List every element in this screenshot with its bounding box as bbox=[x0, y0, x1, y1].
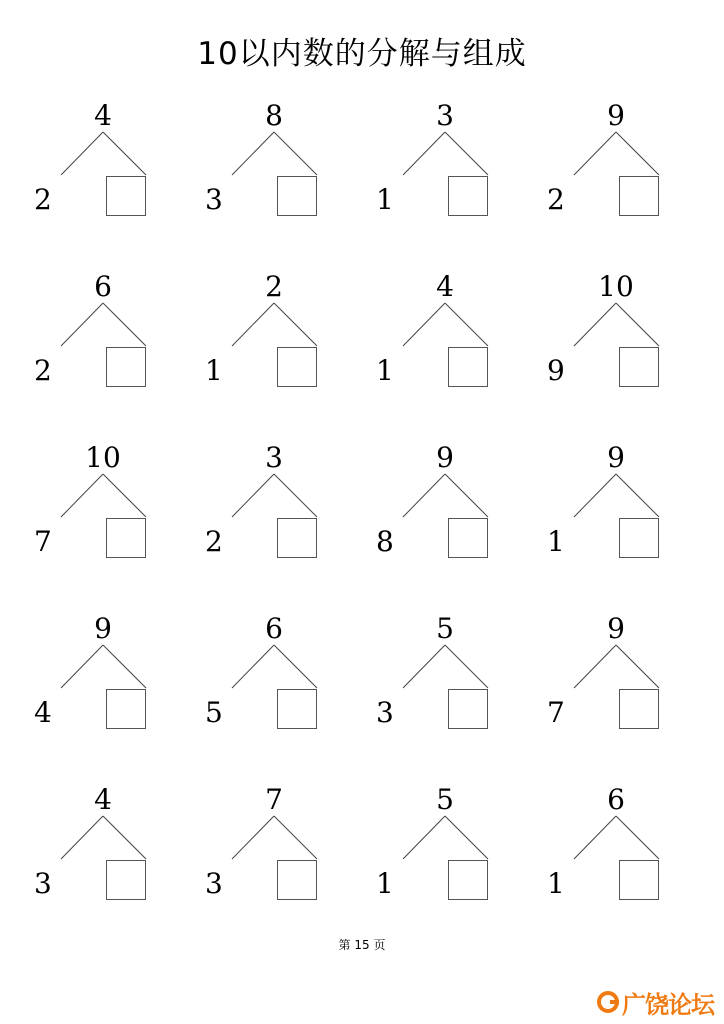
total-number: 9 bbox=[607, 99, 625, 132]
watermark-logo bbox=[597, 986, 714, 1018]
right-branch-line bbox=[274, 303, 317, 346]
answer-box[interactable] bbox=[619, 176, 659, 216]
answer-box[interactable] bbox=[619, 518, 659, 558]
known-part-number: 2 bbox=[547, 183, 565, 216]
known-part-number: 7 bbox=[547, 696, 565, 729]
known-part-number: 3 bbox=[34, 867, 52, 900]
total-number: 3 bbox=[265, 441, 283, 474]
answer-box[interactable] bbox=[277, 689, 317, 729]
total-number: 7 bbox=[265, 783, 283, 816]
answer-box[interactable] bbox=[619, 689, 659, 729]
answer-box[interactable] bbox=[277, 347, 317, 387]
decomposition-problem bbox=[199, 100, 349, 230]
answer-box[interactable] bbox=[106, 347, 146, 387]
total-number: 5 bbox=[436, 783, 454, 816]
right-branch-line bbox=[445, 303, 488, 346]
known-part-number: 8 bbox=[376, 525, 394, 558]
answer-box[interactable] bbox=[277, 860, 317, 900]
decomposition-problem bbox=[28, 784, 178, 914]
left-branch-line bbox=[61, 816, 103, 859]
right-branch-line bbox=[274, 474, 317, 517]
decomposition-problem bbox=[28, 442, 178, 572]
known-part-number: 4 bbox=[34, 696, 52, 729]
right-branch-line bbox=[103, 132, 146, 175]
answer-box[interactable] bbox=[448, 860, 488, 900]
known-part-number: 2 bbox=[34, 354, 52, 387]
left-branch-line bbox=[232, 645, 274, 688]
left-branch-line bbox=[232, 474, 274, 517]
left-branch-line bbox=[574, 132, 616, 175]
known-part-number: 9 bbox=[547, 354, 565, 387]
decomposition-problem bbox=[370, 271, 520, 401]
total-number: 5 bbox=[436, 612, 454, 645]
total-number: 10 bbox=[598, 270, 634, 303]
left-branch-line bbox=[232, 816, 274, 859]
left-branch-line bbox=[232, 132, 274, 175]
right-branch-line bbox=[445, 474, 488, 517]
answer-box[interactable] bbox=[619, 347, 659, 387]
answer-box[interactable] bbox=[448, 176, 488, 216]
decomposition-problem bbox=[370, 784, 520, 914]
right-branch-line bbox=[103, 645, 146, 688]
left-branch-line bbox=[403, 132, 445, 175]
right-branch-line bbox=[445, 645, 488, 688]
right-branch-line bbox=[103, 474, 146, 517]
decomposition-problem bbox=[199, 271, 349, 401]
decomposition-problem bbox=[199, 442, 349, 572]
decomposition-problem bbox=[28, 613, 178, 743]
decomposition-problem bbox=[541, 613, 691, 743]
right-branch-line bbox=[445, 132, 488, 175]
answer-box[interactable] bbox=[106, 860, 146, 900]
right-branch-line bbox=[616, 645, 659, 688]
left-branch-line bbox=[61, 474, 103, 517]
answer-box[interactable] bbox=[106, 689, 146, 729]
total-number: 8 bbox=[265, 99, 283, 132]
right-branch-line bbox=[445, 816, 488, 859]
right-branch-line bbox=[103, 816, 146, 859]
total-number: 4 bbox=[94, 99, 112, 132]
known-part-number: 3 bbox=[205, 183, 223, 216]
known-part-number: 3 bbox=[205, 867, 223, 900]
known-part-number: 1 bbox=[376, 354, 394, 387]
answer-box[interactable] bbox=[277, 176, 317, 216]
known-part-number: 1 bbox=[376, 867, 394, 900]
answer-box[interactable] bbox=[106, 176, 146, 216]
total-number: 6 bbox=[265, 612, 283, 645]
answer-box[interactable] bbox=[448, 347, 488, 387]
known-part-number: 1 bbox=[376, 183, 394, 216]
page-title: 10以内数的分解与组成 bbox=[197, 36, 527, 72]
left-branch-line bbox=[232, 303, 274, 346]
known-part-number: 1 bbox=[205, 354, 223, 387]
right-branch-line bbox=[616, 303, 659, 346]
total-number: 9 bbox=[94, 612, 112, 645]
answer-box[interactable] bbox=[619, 860, 659, 900]
left-branch-line bbox=[403, 645, 445, 688]
total-number: 6 bbox=[607, 783, 625, 816]
known-part-number: 7 bbox=[34, 525, 52, 558]
page-number: 第 15 页 bbox=[338, 938, 386, 952]
total-number: 2 bbox=[265, 270, 283, 303]
decomposition-problem bbox=[28, 271, 178, 401]
known-part-number: 1 bbox=[547, 525, 565, 558]
known-part-number: 3 bbox=[376, 696, 394, 729]
decomposition-problem bbox=[541, 784, 691, 914]
watermark-text: 广饶论坛 bbox=[622, 990, 714, 1019]
left-branch-line bbox=[403, 303, 445, 346]
answer-box[interactable] bbox=[106, 518, 146, 558]
right-branch-line bbox=[616, 816, 659, 859]
right-branch-line bbox=[616, 132, 659, 175]
decomposition-problem bbox=[370, 442, 520, 572]
right-branch-line bbox=[103, 303, 146, 346]
decomposition-problem bbox=[199, 613, 349, 743]
decomposition-problem bbox=[541, 100, 691, 230]
decomposition-problem bbox=[370, 100, 520, 230]
total-number: 4 bbox=[436, 270, 454, 303]
decomposition-problem bbox=[541, 442, 691, 572]
total-number: 9 bbox=[607, 441, 625, 474]
answer-box[interactable] bbox=[448, 689, 488, 729]
known-part-number: 1 bbox=[547, 867, 565, 900]
right-branch-line bbox=[616, 474, 659, 517]
left-branch-line bbox=[403, 474, 445, 517]
left-branch-line bbox=[574, 645, 616, 688]
known-part-number: 2 bbox=[205, 525, 223, 558]
answer-box[interactable] bbox=[277, 518, 317, 558]
left-branch-line bbox=[61, 303, 103, 346]
left-branch-line bbox=[61, 645, 103, 688]
right-branch-line bbox=[274, 132, 317, 175]
left-branch-line bbox=[403, 816, 445, 859]
total-number: 6 bbox=[94, 270, 112, 303]
decomposition-problem bbox=[28, 100, 178, 230]
decomposition-problem bbox=[370, 613, 520, 743]
answer-box[interactable] bbox=[448, 518, 488, 558]
logo-icon bbox=[597, 991, 619, 1013]
total-number: 4 bbox=[94, 783, 112, 816]
left-branch-line bbox=[574, 303, 616, 346]
decomposition-problem bbox=[199, 784, 349, 914]
total-number: 10 bbox=[85, 441, 121, 474]
known-part-number: 5 bbox=[205, 696, 223, 729]
right-branch-line bbox=[274, 816, 317, 859]
left-branch-line bbox=[574, 474, 616, 517]
known-part-number: 2 bbox=[34, 183, 52, 216]
left-branch-line bbox=[61, 132, 103, 175]
decomposition-problem bbox=[541, 271, 691, 401]
left-branch-line bbox=[574, 816, 616, 859]
total-number: 3 bbox=[436, 99, 454, 132]
total-number: 9 bbox=[436, 441, 454, 474]
total-number: 9 bbox=[607, 612, 625, 645]
right-branch-line bbox=[274, 645, 317, 688]
